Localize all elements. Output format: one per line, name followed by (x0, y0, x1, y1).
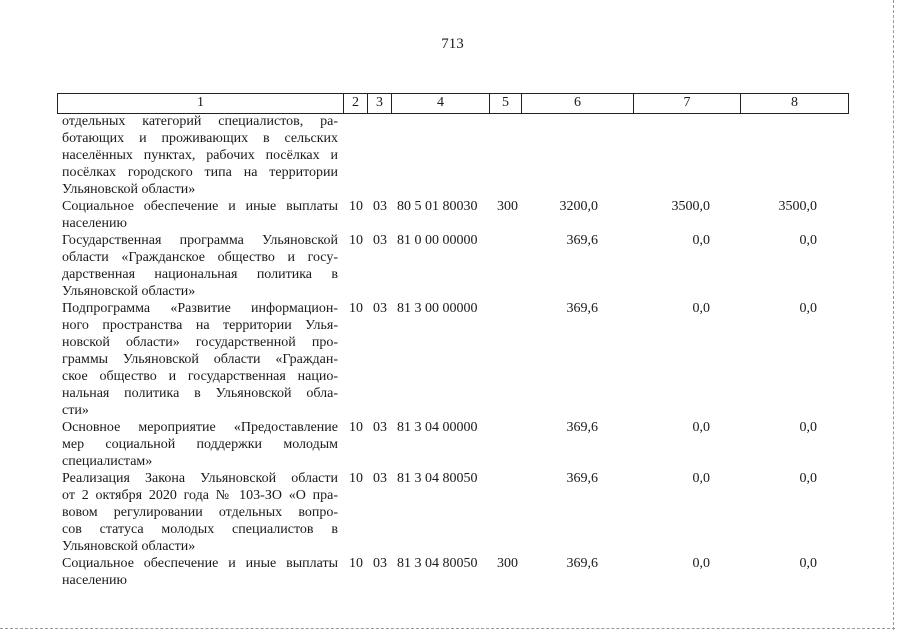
table-row (0, 300, 905, 419)
cell-col-3: 03 (373, 301, 387, 316)
table-row (0, 555, 905, 589)
header-col-7: 7 (634, 94, 741, 113)
cell-col-7: 0,0 (692, 233, 710, 248)
table-row (0, 198, 905, 232)
cell-col-3: 03 (373, 556, 387, 571)
cell-col-6: 3200,0 (559, 199, 598, 214)
description-line: ного пространства на территории Улья- (62, 318, 338, 333)
cell-col-3: 03 (373, 471, 387, 486)
table-body (0, 113, 905, 589)
description-line: области «Гражданское общество и госу- (62, 250, 338, 265)
header-col-3: 3 (368, 94, 392, 113)
cell-col-8: 0,0 (799, 301, 817, 316)
description-line: граммы Ульяновской области «Граждан- (62, 352, 338, 367)
table-row (0, 419, 905, 470)
cell-col-7: 0,0 (692, 420, 710, 435)
row-description (62, 555, 338, 589)
description-line: сов статуса молодых специалистов в (62, 522, 338, 537)
description-line: Основное мероприятие «Предоставление (62, 420, 338, 435)
description-line: населению (62, 573, 127, 588)
cell-col-4: 81 3 04 80050 (397, 556, 478, 571)
cell-col-4: 81 3 04 00000 (397, 420, 478, 435)
description-line: мер социальной поддержки молодым (62, 437, 338, 452)
row-description (62, 470, 338, 555)
table-row (0, 113, 905, 198)
cell-col-5: 300 (497, 199, 518, 214)
scan-edge-bottom (0, 628, 895, 630)
description-line: новской области» государственной про- (62, 335, 338, 350)
cell-col-8: 0,0 (799, 471, 817, 486)
description-line: Социальное обеспечение и иные выплаты (62, 199, 338, 214)
row-description (62, 198, 338, 232)
description-line: нальная политика в Ульяновской обла- (62, 386, 338, 401)
description-line: Государственная программа Ульяновской (62, 233, 338, 248)
row-description (62, 419, 338, 470)
cell-col-2: 10 (349, 471, 363, 486)
cell-col-8: 0,0 (799, 233, 817, 248)
cell-col-8: 0,0 (799, 556, 817, 571)
cell-col-7: 0,0 (692, 471, 710, 486)
description-line: населённых пунктах, рабочих посёлках и (62, 148, 338, 163)
description-line: ботающих и проживающих в сельских (62, 131, 338, 146)
description-line: сти» (62, 403, 89, 418)
header-col-4: 4 (392, 94, 490, 113)
cell-col-6: 369,6 (566, 233, 598, 248)
cell-col-4: 81 3 00 00000 (397, 301, 478, 316)
cell-col-3: 03 (373, 233, 387, 248)
cell-col-6: 369,6 (566, 471, 598, 486)
description-line: Ульяновской области» (62, 284, 196, 299)
cell-col-4: 81 3 04 80050 (397, 471, 478, 486)
description-line: Подпрограмма «Развитие информацион- (62, 301, 338, 316)
description-line: населению (62, 216, 127, 231)
cell-col-8: 0,0 (799, 420, 817, 435)
description-line: вовом регулировании отдельных вопро- (62, 505, 338, 520)
cell-col-2: 10 (349, 420, 363, 435)
row-description (62, 232, 338, 300)
description-line: Социальное обеспечение и иные выплаты (62, 556, 338, 571)
row-description (62, 113, 338, 198)
description-line: отдельных категорий специалистов, ра- (62, 114, 338, 129)
cell-col-6: 369,6 (566, 556, 598, 571)
cell-col-4: 81 0 00 00000 (397, 233, 478, 248)
cell-col-3: 03 (373, 420, 387, 435)
description-line: Ульяновской области» (62, 182, 196, 197)
cell-col-6: 369,6 (566, 420, 598, 435)
cell-col-5: 300 (497, 556, 518, 571)
page-number: 713 (441, 36, 464, 52)
cell-col-7: 0,0 (692, 556, 710, 571)
description-line: дарственная национальная политика в (62, 267, 338, 282)
table-row (0, 232, 905, 300)
header-col-6: 6 (522, 94, 634, 113)
description-line: ское общество и государственная нацио- (62, 369, 338, 384)
description-line: Реализация Закона Ульяновской области (62, 471, 338, 486)
cell-col-6: 369,6 (566, 301, 598, 316)
row-description (62, 300, 338, 419)
cell-col-8: 3500,0 (778, 199, 817, 214)
description-line: специалистам» (62, 454, 153, 469)
header-col-2: 2 (344, 94, 368, 113)
cell-col-2: 10 (349, 233, 363, 248)
cell-col-4: 80 5 01 80030 (397, 199, 478, 214)
cell-col-2: 10 (349, 301, 363, 316)
table-row (0, 470, 905, 555)
description-line: Ульяновской области» (62, 539, 196, 554)
description-line: посёлках городского типа на территории (62, 165, 338, 180)
cell-col-3: 03 (373, 199, 387, 214)
header-col-5: 5 (490, 94, 522, 113)
cell-col-2: 10 (349, 556, 363, 571)
header-col-8: 8 (791, 95, 798, 110)
table-header-row (57, 93, 849, 114)
cell-col-7: 3500,0 (671, 199, 710, 214)
header-col-1: 1 (58, 94, 344, 113)
description-line: от 2 октября 2020 года № 103-ЗО «О пра- (62, 488, 338, 503)
cell-col-7: 0,0 (692, 301, 710, 316)
cell-col-2: 10 (349, 199, 363, 214)
